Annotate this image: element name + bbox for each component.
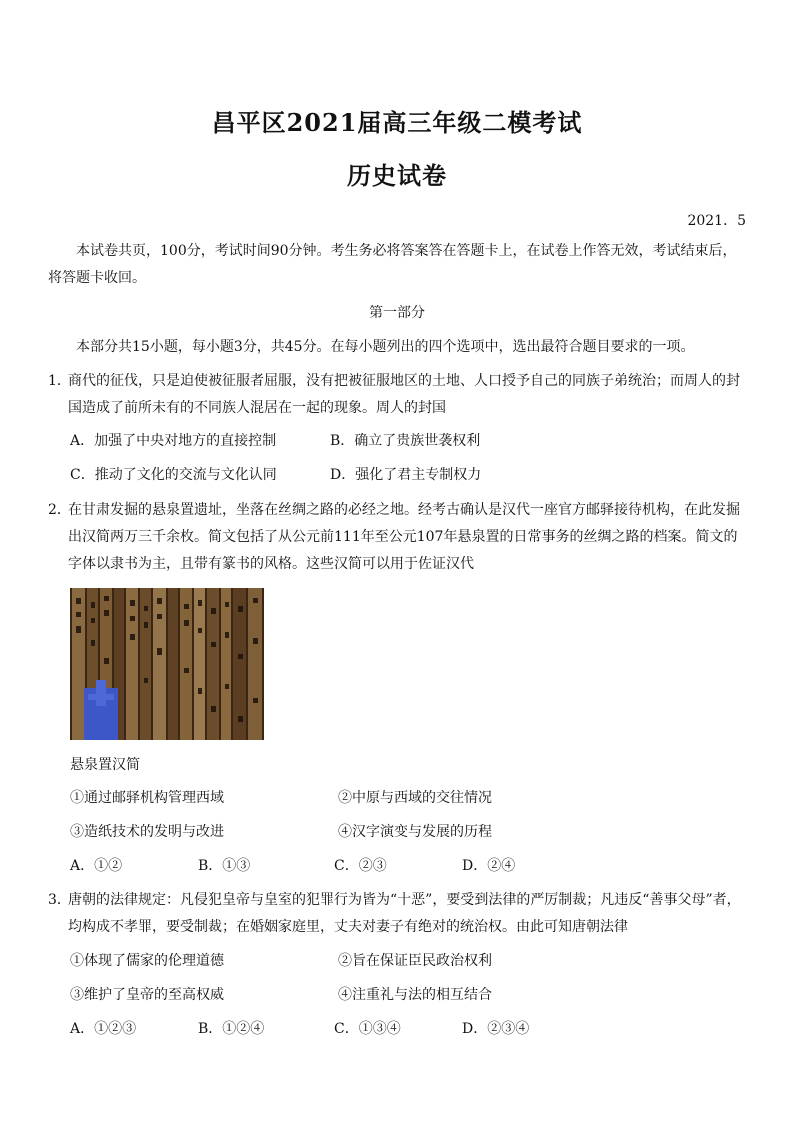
option-a: A．①② (70, 858, 123, 874)
bamboo-slips-image (70, 588, 264, 740)
option-d: D．强化了君主专制权力 (330, 467, 482, 483)
question-2 (48, 497, 748, 578)
question-stem: 在甘肃发掘的悬泉置遗址，坐落在丝绸之路的必经之地。经考古确认是汉代一座官方邮驿接待机构，在此发掘出汉简两万三千余枚。简文包括了从公元前111年至公元107年悬泉置的日常事务的丝绸之路的档案。简文的字体以隶书为主，且带有篆书的风格。这些汉简可以用于佐证汉代 (68, 502, 740, 572)
bamboo-slips-photo (70, 588, 264, 740)
question-stem: 唐朝的法律规定：凡侵犯皇帝与皇室的犯罪行为皆为“十恶”，要受到法律的严厉制裁；凡违反“善事父母”者，均构成不孝罪，要受制裁；在婚姻家庭里，丈夫对妻子有绝对的统治权。由此可知唐朝法律 (68, 892, 741, 935)
exam-instructions: 本试卷共页，100分，考试时间90分钟。考生务必将答案答在答题卡上，在试卷上作答无效，考试结束后，将答题卡收回。 (48, 243, 737, 286)
statement-2: ②中原与西域的交往情况 (338, 790, 492, 806)
statement-1: ①通过邮驿机构管理西域 (70, 790, 224, 806)
question-number: 3． (48, 892, 71, 908)
option-c: C．推动了文化的交流与文化认同 (70, 467, 277, 483)
question-1 (48, 368, 748, 422)
statement-1: ①体现了儒家的伦理道德 (70, 953, 224, 969)
section-instructions: 本部分共15小题，每小题3分，共45分。在每小题列出的四个选项中，选出最符合题目要求的一项。 (76, 339, 695, 355)
exam-subtitle: 历史试卷 (347, 161, 447, 190)
section-heading: 第一部分 (369, 305, 425, 321)
statement-3: ③维护了皇帝的至高权威 (70, 987, 224, 1003)
option-b: B．①③ (198, 858, 251, 874)
option-c: C．②③ (334, 858, 387, 874)
option-a: A．①②③ (70, 1021, 137, 1037)
option-d: D．②③④ (462, 1021, 530, 1037)
statement-3: ③造纸技术的发明与改进 (70, 824, 224, 840)
question-3 (48, 887, 748, 941)
question-stem: 商代的征伐，只是迫使被征服者屈服，没有把被征服地区的土地、人口授予自己的同族子弟统治；而周人的封国造成了前所未有的不同族人混居在一起的现象。周人的封国 (68, 373, 740, 416)
statement-2: ②旨在保证臣民政治权利 (338, 953, 492, 969)
statement-4: ④汉字演变与发展的历程 (338, 824, 492, 840)
option-d: D．②④ (462, 858, 516, 874)
option-b: B．①②④ (198, 1021, 265, 1037)
option-b: B．确立了贵族世袭权利 (330, 433, 481, 449)
option-a: A．加强了中央对地方的直接控制 (70, 433, 277, 449)
exam-title: 昌平区2021届高三年级二模考试 (211, 108, 583, 137)
exam-date: 2021．5 (687, 213, 746, 229)
statement-4: ④注重礼与法的相互结合 (338, 987, 492, 1003)
option-c: C．①③④ (334, 1021, 401, 1037)
question-number: 1． (48, 373, 71, 389)
image-caption: 悬泉置汉简 (70, 757, 140, 773)
question-number: 2． (48, 502, 71, 518)
